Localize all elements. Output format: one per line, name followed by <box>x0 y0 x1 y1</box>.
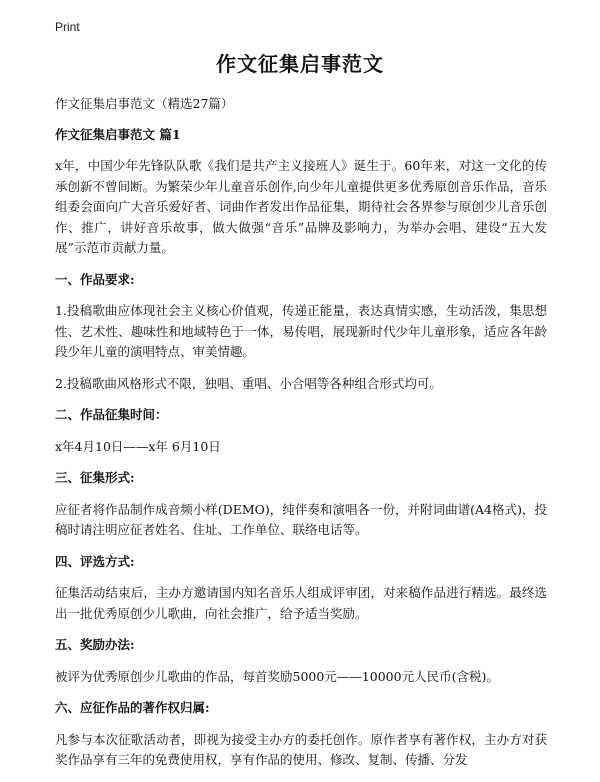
section-paragraph: 应征者将作品制作成音频小样(DEMO)，纯伴奏和演唱各一份，并附词曲谱(A4格式)，投稿时请注明应征者姓名、住址、工作单位、联络电话等。 <box>55 501 547 537</box>
section-heading: 五、奖励办法: <box>55 637 135 652</box>
print-link[interactable]: Print <box>55 20 80 34</box>
section-paragraph: 1.投稿歌曲应体现社会主义核心价值观，传递正能量，表达真情实感，生动活泼，集思想性、艺术性、趣味性和地域特色于一体，易传唱，展现新时代少年儿童形象，适应各年龄段少年儿童的演唱特点、审美情趣。 <box>55 303 547 359</box>
section-paragraph: 2.投稿歌曲风格形式不限，独唱、重唱、小合唱等各种组合形式均可。 <box>55 375 442 391</box>
section-heading: 六、应征作品的著作权归属: <box>55 700 210 715</box>
document-body <box>55 94 547 782</box>
page-title: 作文征集启事范文 <box>216 52 384 76</box>
section-heading: 二、作品征集时间： <box>55 407 168 422</box>
intro-paragraph: x年，中国少年先锋队队歌《我们是共产主义接班人》诞生于。60年来，对这一文化的传承创新不曾间断。为繁荣少年儿童音乐创作,向少年儿童提供更多优秀原创音乐作品，音乐组委会面向广大音乐爱好者、词曲作者发出作品征集，期待社会各界参与原创少儿音乐创作、推广，讲好音乐故事，做大做强“音乐”品牌及影响力，为举办会唱、建设“五大发展”示范市贡献力量。 <box>55 158 547 255</box>
section-paragraph: 被评为优秀原创少儿歌曲的作品，每首奖励5000元——10000元人民币(含税)。 <box>55 668 499 684</box>
section-paragraph: 凡参与本次征歌活动者，即视为接受主办方的委托创作。原作者享有著作权，主办方对获奖作品享有三年的免费使用权，享有作品的使用、修改、复制、传播、分发 <box>55 731 547 767</box>
document-subtitle: 作文征集启事范文（精选27篇） <box>55 96 234 111</box>
section-paragraph: 征集活动结束后，主办方邀请国内知名音乐人组成评审团，对来稿作品进行精选。最终选出一批优秀原创少儿歌曲，向社会推广，给予适当奖励。 <box>55 585 547 621</box>
section-heading: 一、作品要求: <box>55 271 135 287</box>
section-heading: 四、评选方式: <box>55 553 135 569</box>
article-heading: 作文征集启事范文 篇1 <box>55 126 181 142</box>
section-heading: 三、征集形式: <box>55 470 135 485</box>
section-paragraph: x年4月10日——x年 6月10日 <box>55 438 221 454</box>
